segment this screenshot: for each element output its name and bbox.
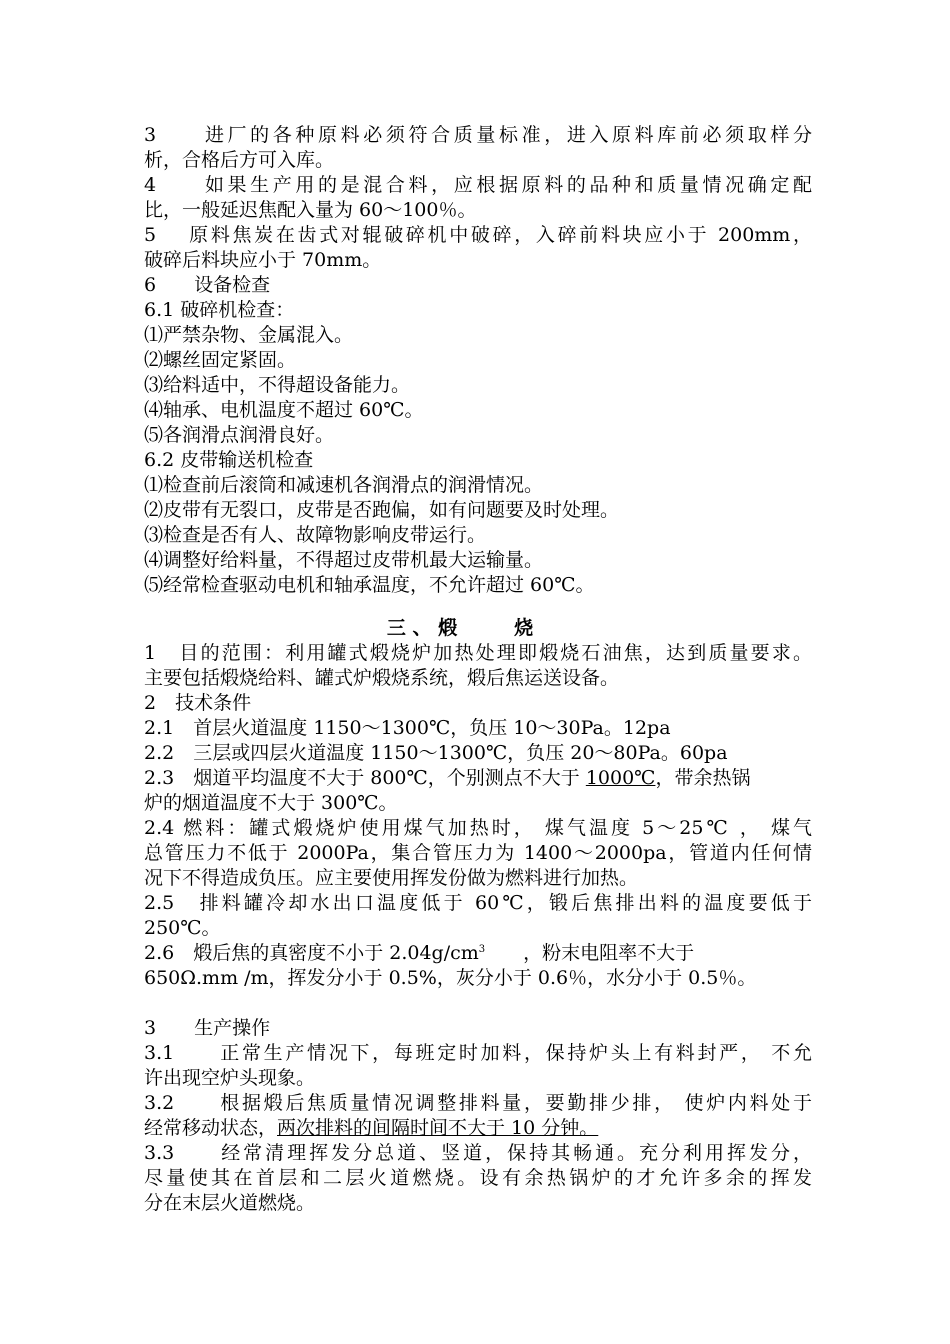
paragraph-2-1: 2.1 首层火道温度 1150～1300℃，负压 10～30Pa。12pa (144, 717, 671, 739)
list-item: ⑴严禁杂物、金属混入。 (144, 324, 354, 346)
list-item: ⑵皮带有无裂口，皮带是否跑偏，如有问题要及时处理。 (144, 499, 620, 521)
heading-production-operation: 3 生产操作 (144, 1017, 271, 1039)
paragraph-3-3-line2: 尽量使其在首层和二层火道燃烧。设有余热锅炉的才允许多余的挥发 (144, 1167, 812, 1189)
underlined-text: 1000℃ (585, 767, 656, 789)
paragraph-3-3-line3: 分在末层火道燃烧。 (144, 1192, 316, 1214)
paragraph-purpose-line1: 1 目的范围：利用罐式煅烧炉加热处理即煅烧石油焦，达到质量要求。 (144, 642, 812, 664)
paragraph-item3-line1: 3 进厂的各种原料必须符合质量标准，进入原料库前必须取样分 (144, 124, 812, 146)
paragraph-3-3-line1: 3.3 经常清理挥发分总道、竖道，保持其畅通。充分利用挥发分， (144, 1142, 812, 1164)
list-item: ⑶给料适中，不得超设备能力。 (144, 374, 411, 396)
paragraph-2-4-line2: 总管压力不低于 2000Pa，集合管压力为 1400～2000pa，管道内任何情 (144, 842, 812, 864)
text-run: 2.3 烟道平均温度不大于 800℃，个别测点不大于 (144, 767, 586, 789)
list-item: ⑷轴承、电机温度不超过 60℃。 (144, 399, 424, 421)
heading-crusher-check: 6.1 破碎机检查： (144, 299, 295, 321)
paragraph-2-6-line2: 650Ω.mm /m，挥发分小于 0.5%，灰分小于 0.6％，水分小于 0.5％。 (144, 967, 757, 989)
paragraph-2-6-line1 (144, 941, 812, 966)
paragraph-3-2-line2 (144, 1116, 812, 1141)
list-item: ⑷调整好给料量，不得超过皮带机最大运输量。 (144, 549, 544, 571)
underlined-text: 两次排料的间隔时间不大于 10 分钟。 (277, 1117, 599, 1139)
heading-belt-conveyor-check: 6.2 皮带输送机检查 (144, 449, 314, 471)
section-title-calcination: 三 、 煅 烧 (386, 617, 534, 639)
paragraph-3-1-line1: 3.1 正常生产情况下，每班定时加料，保持炉头上有料封严， 不允 (144, 1042, 812, 1064)
text-run: ，粉末电阻率不大于 (485, 942, 695, 964)
text-run: 2.6 煅后焦的真密度不小于 2.04g/cm (144, 942, 479, 964)
paragraph-item4-line2: 比，一般延迟焦配入量为 60～100％。 (144, 199, 477, 221)
text-run: ，带余热锅 (655, 767, 751, 789)
superscript: 3 (478, 944, 486, 955)
document-body (144, 123, 812, 1216)
list-item: ⑸各润滑点润滑良好。 (144, 424, 335, 446)
paragraph-item5-line2: 破碎后料块应小于 70mm。 (144, 249, 382, 271)
paragraph-3-2-line1: 3.2 根据煅后焦质量情况调整排料量，要勤排少排， 使炉内料处于 (144, 1092, 812, 1114)
paragraph-2-3-line1 (144, 766, 812, 791)
heading-equipment-check: 6 设备检查 (144, 274, 271, 296)
paragraph-2-5-line2: 250℃。 (144, 917, 221, 939)
paragraph-item5-line1: 5 原料焦炭在齿式对辊破碎机中破碎，入碎前料块应小于 200mm， (144, 224, 812, 246)
list-item: ⑶检查是否有人、故障物影响皮带运行。 (144, 524, 487, 546)
list-item: ⑴检查前后滚筒和减速机各润滑点的润滑情况。 (144, 474, 544, 496)
paragraph-2-2: 2.2 三层或四层火道温度 1150～1300℃，负压 20～80Pa。60pa (144, 742, 728, 764)
paragraph-purpose-line2: 主要包括煅烧给料、罐式炉煅烧系统，煅后焦运送设备。 (144, 667, 620, 689)
paragraph-item4-line1: 4 如果生产用的是混合料，应根据原料的品种和质量情况确定配 (144, 174, 812, 196)
blank-line (144, 991, 812, 1016)
paragraph-2-3-line2: 炉的烟道温度不大于 300℃。 (144, 792, 398, 814)
paragraph-2-5-line1: 2.5 排料罐冷却水出口温度低于 60℃，锻后焦排出料的温度要低于 (144, 892, 812, 914)
paragraph-2-4-line3: 况下不得造成负压。应主要使用挥发份做为燃料进行加热。 (144, 867, 639, 889)
list-item: ⑵螺丝固定紧固。 (144, 349, 297, 371)
heading-technical-conditions: 2 技术条件 (144, 692, 252, 714)
paragraph-3-1-line2: 许出现空炉头现象。 (144, 1067, 316, 1089)
paragraph-item3-line2: 析，合格后方可入库。 (144, 149, 335, 171)
list-item: ⑸经常检查驱动电机和轴承温度，不允许超过 60℃。 (144, 574, 595, 596)
text-run: 经常移动状态， (144, 1117, 278, 1139)
paragraph-2-4-line1: 2.4 燃料：罐式煅烧炉使用煤气加热时， 煤气温度 5～25℃ ， 煤气 (144, 817, 812, 839)
